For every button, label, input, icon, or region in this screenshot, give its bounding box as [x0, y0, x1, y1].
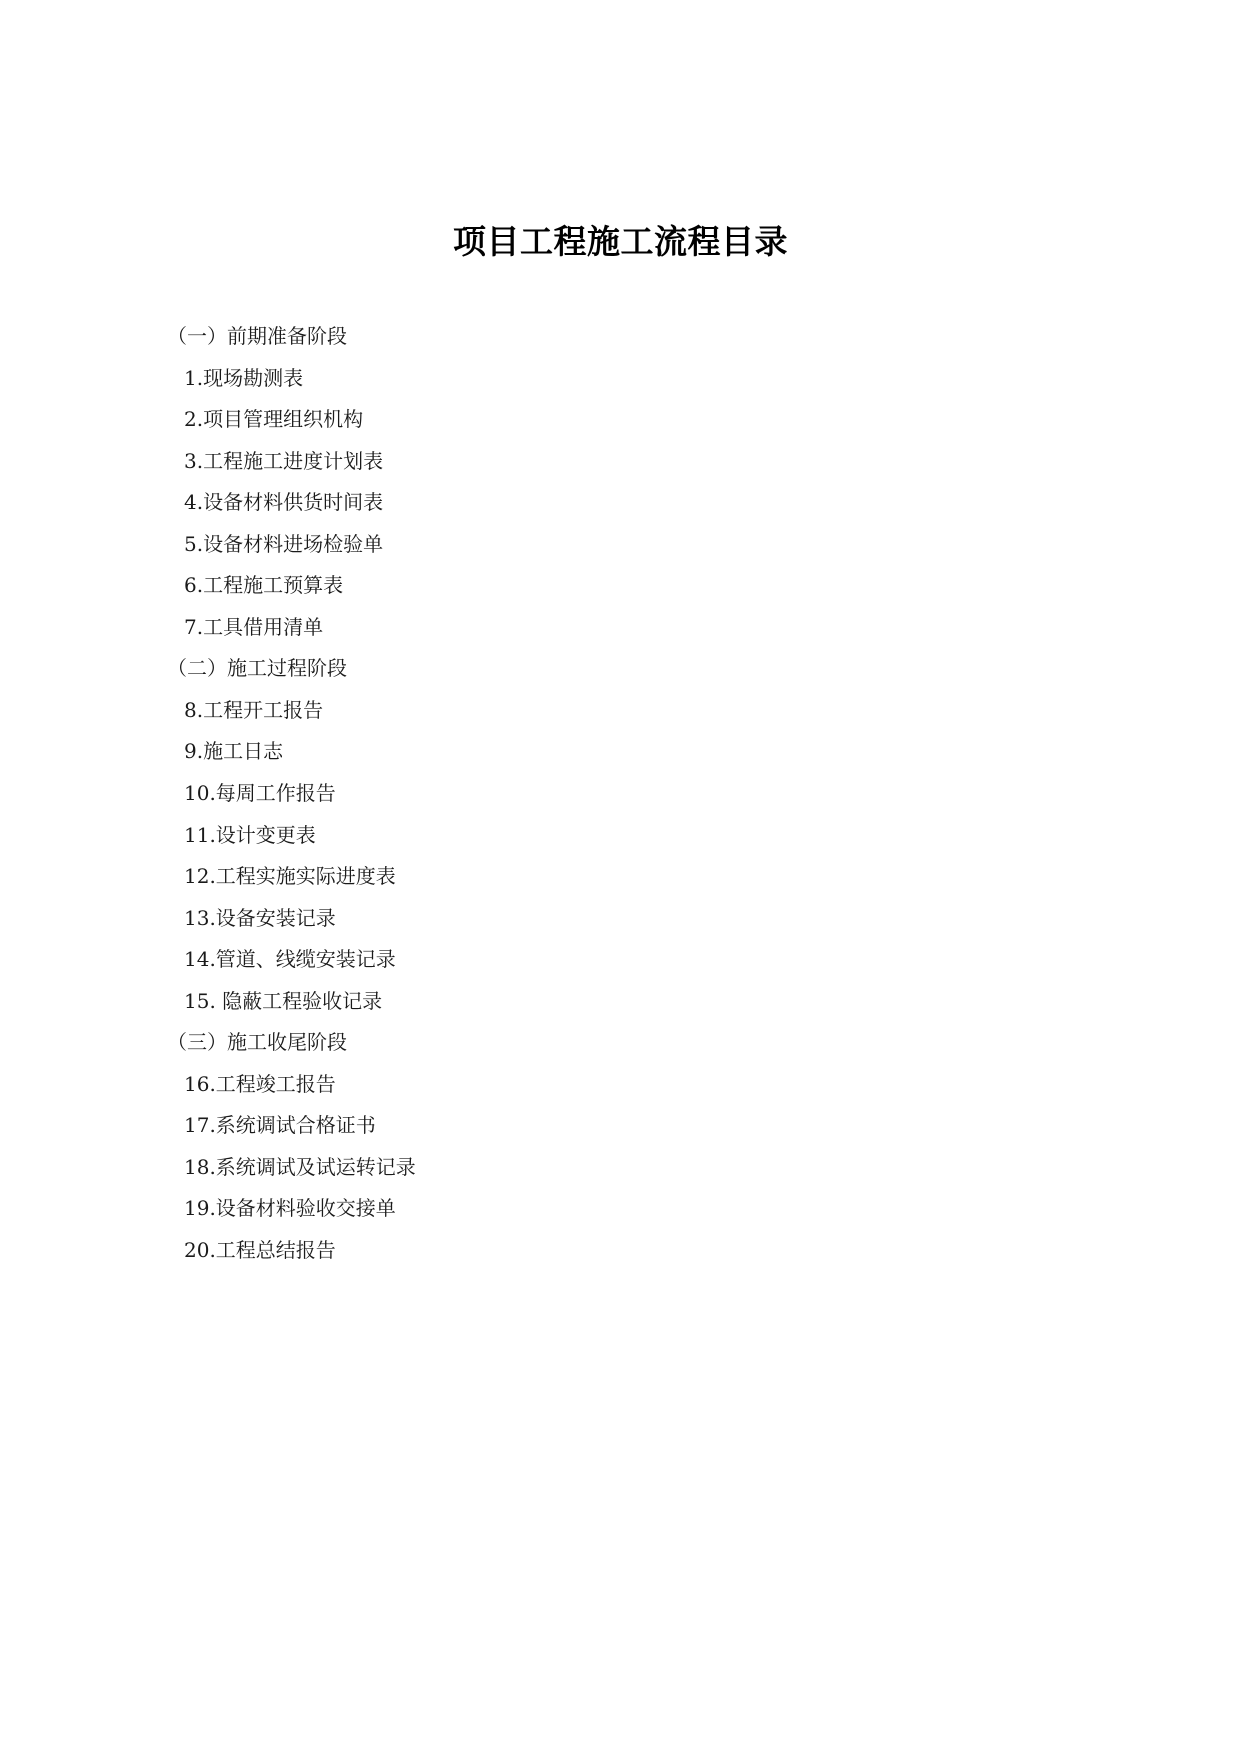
document-title: 项目工程施工流程目录 [453, 222, 788, 261]
table-of-contents [167, 316, 867, 1272]
list-item: 14.管道、线缆安装记录 [184, 947, 396, 972]
list-item: 9.施工日志 [184, 739, 284, 764]
list-item: 4.设备材料供货时间表 [184, 490, 384, 515]
list-item: 10.每周工作报告 [184, 781, 336, 806]
list-item: 16.工程竣工报告 [184, 1071, 336, 1096]
list-item: 13.设备安装记录 [184, 905, 336, 930]
list-item: 5.设备材料进场检验单 [184, 531, 384, 556]
list-item: 18.系统调试及试运转记录 [184, 1154, 416, 1179]
list-item: 3.工程施工进度计划表 [184, 448, 384, 473]
list-item: 17.系统调试合格证书 [184, 1113, 376, 1138]
list-item: 19.设备材料验收交接单 [184, 1196, 396, 1221]
list-item: 7.工具借用清单 [184, 614, 324, 639]
list-item: 6.工程施工预算表 [184, 573, 344, 598]
list-item: 1.现场勘测表 [184, 365, 304, 390]
list-item: 11.设计变更表 [184, 822, 316, 847]
section-heading: （二）施工过程阶段 [167, 656, 347, 681]
section-heading: （一）前期准备阶段 [167, 324, 347, 348]
list-item: 20.工程总结报告 [184, 1238, 336, 1263]
list-item: 8.工程开工报告 [184, 697, 324, 722]
section-heading: （三）施工收尾阶段 [167, 1030, 347, 1055]
list-item: 2.项目管理组织机构 [184, 407, 364, 432]
list-item: 12.工程实施实际进度表 [184, 864, 396, 889]
list-item: 15. 隐蔽工程验收记录 [184, 988, 383, 1013]
